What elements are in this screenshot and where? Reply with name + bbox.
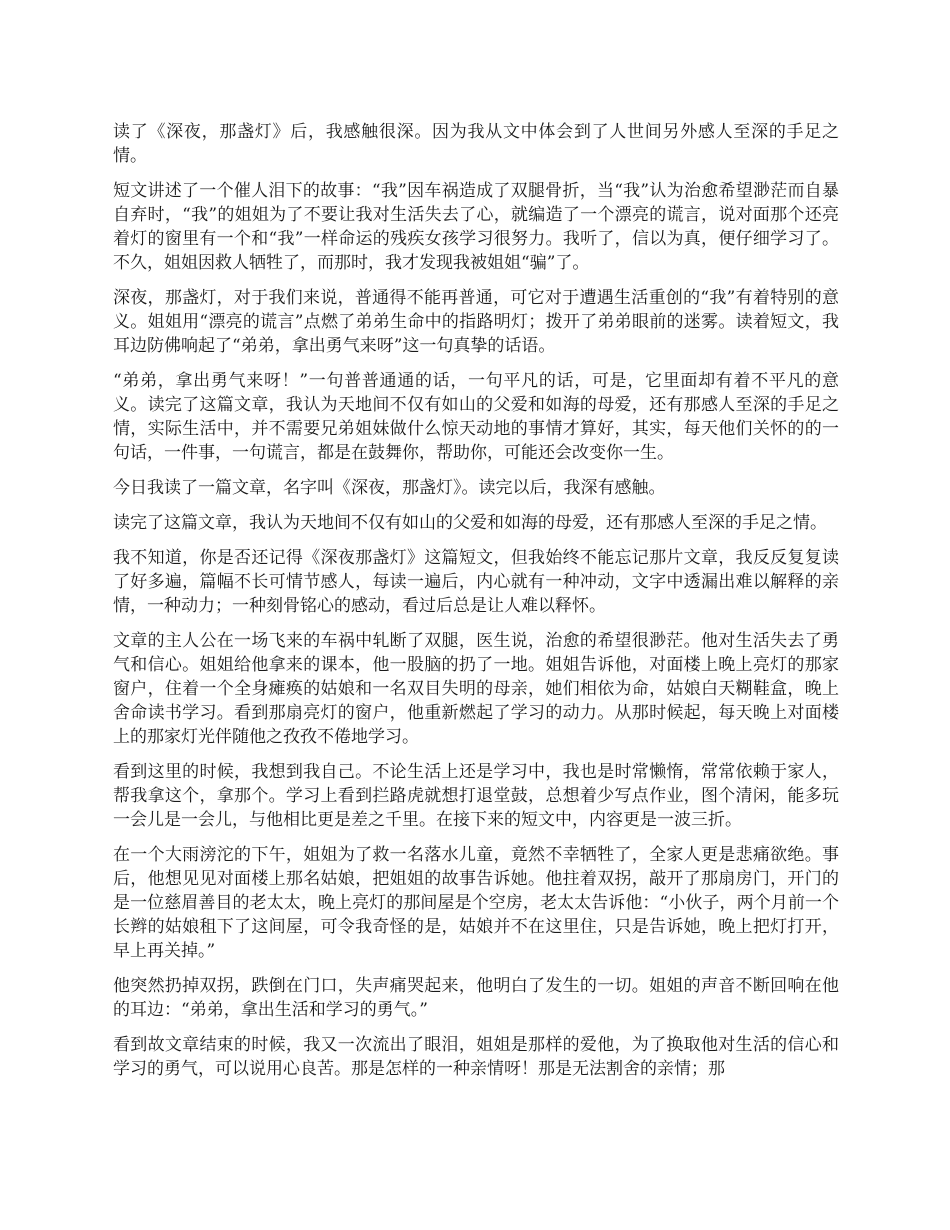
- paragraph-7: 我不知道，你是否还记得《深夜那盏灯》这篇短文，但我始终不能忘记那片文章，我反反复复读了好多遍，篇幅不长可情节感人，每读一遍后，内心就有一种冲动，文字中透漏出难以解释的亲情，一种动力；一种刻骨铭心的感动，看过后总是让人难以释怀。: [113, 548, 839, 616]
- paragraph-10: 在一个大雨滂沱的下午，姐姐为了救一名落水儿童，竟然不幸牺牲了，全家人更是悲痛欲绝。事后，他想见见对面楼上那名姑娘，把姐姐的故事告诉她。他拄着双拐，敲开了那扇房门，开门的是一位慈眉善目的老太太，晚上亮灯的那间屋是个空房，老太太告诉他：“小伙子，两个月前一个长辫的姑娘租下了这间屋，可令我奇怪的是，姑娘并不在这里住，只是告诉她，晚上把灯打开，早上再关掉。”: [113, 845, 839, 961]
- paragraph-4: “弟弟，拿出勇气来呀！”一句普普通通的话，一句平凡的话，可是，它里面却有着不平凡的意义。读完了这篇文章，我认为天地间不仅有如山的父爱和如海的母爱，还有那感人至深的手足之情，实际生活中，并不需要兄弟姐妹做什么惊天动地的事情才算好，其实，每天他们关怀的的一句话，一件事，一句谎言，都是在鼓舞你，帮助你，可能还会改变你一生。: [113, 371, 839, 463]
- paragraph-12: 看到故文章结束的时候，我又一次流出了眼泪，姐姐是那样的爱他，为了换取他对生活的信心和学习的勇气，可以说用心良苦。那是怎样的一种亲情呀！那是无法割舍的亲情；那: [113, 1035, 839, 1079]
- paragraph-2: 短文讲述了一个催人泪下的故事：“我”因车祸造成了双腿骨折，当“我”认为治愈希望渺茫而自暴自弃时，“我”的姐姐为了不要让我对生活失去了心，就编造了一个漂亮的谎言，说对面那个还亮着灯的窗里有一个和“我”一样命运的残疾女孩学习很努力。我听了，信以为真，便仔细学习了。不久，姐姐因救人牺牲了，而那时，我才发现我被姐姐“骗”了。: [113, 181, 839, 273]
- paragraph-5: 今日我读了一篇文章，名字叫《深夜，那盏灯》。读完以后，我深有感触。: [113, 478, 666, 498]
- paragraph-9: 看到这里的时候，我想到我自己。不论生活上还是学习中，我也是时常懒惰，常常依赖于家人，帮我拿这个，拿那个。学习上看到拦路虎就想打退堂鼓，总想着少写点作业，图个清闲，能多玩一会儿是一会儿，与他相比更是差之千里。在接下来的短文中，内容更是一波三折。: [113, 762, 839, 830]
- document-body: [113, 120, 839, 1092]
- paragraph-8: 文章的主人公在一场飞来的车祸中轧断了双腿，医生说，治愈的希望很渺茫。他对生活失去了勇气和信心。姐姐给他拿来的课本，他一股脑的扔了一地。姐姐告诉他，对面楼上晚上亮灯的那家窗户，住着一个全身瘫痪的姑娘和一名双目失明的母亲，她们相依为命，姑娘白天糊鞋盒，晚上舍命读书学习。看到那扇亮灯的窗户，他重新燃起了学习的动力。从那时候起，每天晚上对面楼上的那家灯光伴随他之孜孜不倦地学习。: [113, 631, 839, 747]
- paragraph-11: 他突然扔掉双拐，跌倒在门口，失声痛哭起来，他明白了发生的一切。姐姐的声音不断回响在他的耳边：“弟弟，拿出生活和学习的勇气。”: [113, 976, 839, 1020]
- paragraph-3: 深夜，那盏灯，对于我们来说，普通得不能再普通，可它对于遭遇生活重创的“我”有着特别的意义。姐姐用“漂亮的谎言”点燃了弟弟生命中的指路明灯；拨开了弟弟眼前的迷雾。读着短文，我耳边防佛响起了“弟弟，拿出勇气来呀”这一句真挚的话语。: [113, 288, 839, 356]
- paragraph-1: 读了《深夜，那盏灯》后，我感触很深。因为我从文中体会到了人世间另外感人至深的手足之情。: [113, 122, 839, 166]
- paragraph-6: 读完了这篇文章，我认为天地间不仅有如山的父爱和如海的母爱，还有那感人至深的手足之情。: [113, 513, 827, 533]
